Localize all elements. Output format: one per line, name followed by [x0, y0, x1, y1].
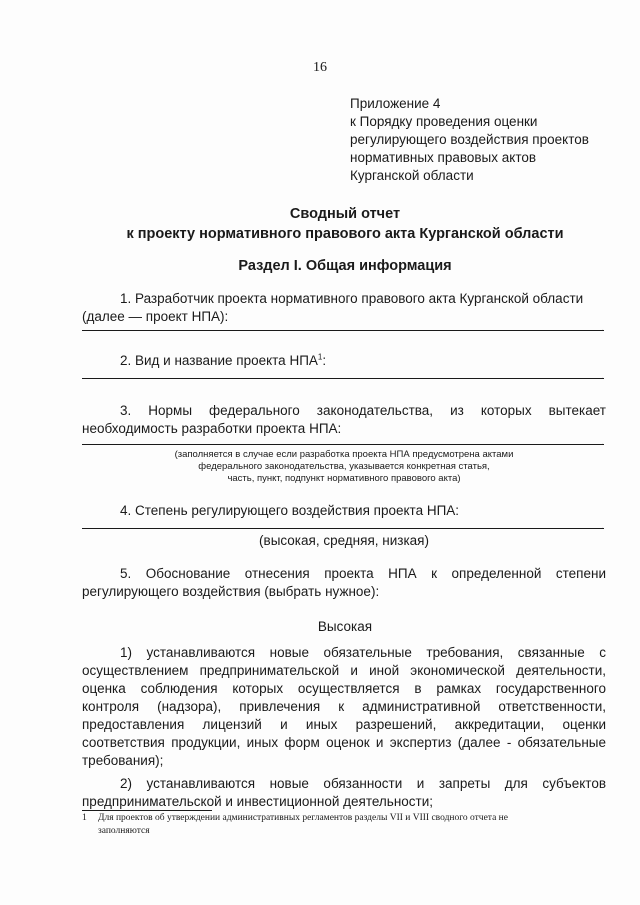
high-p2-last-line: предпринимательской и инвестиционной деятельности;: [82, 794, 434, 809]
item-3-line-1: 3. Нормы федерального законодательства, из которых вытекает: [120, 403, 606, 418]
item-3-line-2: необходимость разработки проекта НПА:: [82, 421, 342, 436]
item-3-note-line: (заполняется в случае если разработка проекта НПА предусмотрена актами: [174, 449, 514, 460]
appendix-line: Курганской области: [350, 168, 474, 183]
item-4-fill-line[interactable]: .: [82, 528, 604, 529]
report-subtitle: к проекту нормативного правового акта Курганской области: [126, 226, 564, 242]
footnote-line: заполняются: [98, 826, 150, 836]
appendix-line: Приложение 4: [350, 96, 441, 111]
item-1-fill-line[interactable]: .: [82, 330, 604, 331]
report-title: Сводный отчет: [289, 206, 401, 222]
item-1-line-2: (далее — проект НПА):: [82, 309, 229, 324]
appendix-line: нормативных правовых актов: [350, 150, 537, 165]
footnote-mark: 1: [82, 813, 87, 823]
high-p1-line: 1) устанавливаются новые обязательные требования, связанные с: [120, 645, 606, 660]
item-3-note-line: федерального законодательства, указывается конкретная статья,: [198, 461, 490, 472]
high-p1-line: контроля (надзора), привлечения к административной ответственности,: [82, 699, 606, 714]
footnote-ref: 1: [317, 352, 323, 362]
high-p1-last-line: требования);: [82, 753, 164, 768]
high-p1-line: осуществлением предпринимательской и иной экономической деятельности,: [82, 663, 606, 678]
item-4-text: 4. Степень регулирующего воздействия проекта НПА:: [120, 503, 460, 518]
footnote-line: Для проектов об утверждении административных регламентов разделы VII и VIII сводного отчета не: [98, 813, 508, 823]
footnote: [82, 812, 606, 838]
item-3-note-line: часть, пункт, подпункт нормативного правового акта): [227, 473, 461, 484]
appendix-line: к Порядку проведения оценки: [350, 114, 538, 129]
item-2-fill-line[interactable]: .: [82, 378, 604, 379]
high-p1-line: предоставления лицензий и иных разрешений, аккредитации, оценки: [82, 717, 606, 732]
item-5-line-1: 5. Обоснование отнесения проекта НПА к определенной степени: [120, 566, 606, 581]
item-2-text: [82, 352, 606, 370]
item-5-line-2: регулирующего воздействия (выбрать нужное):: [82, 584, 380, 599]
high-p1-line: соответствия продукции, иных форм оценок и экспертиз (далее - обязательные: [82, 735, 606, 750]
item-3-fill-line[interactable]: .: [82, 444, 604, 445]
footnote-divider: [82, 810, 212, 811]
high-p2-line: 2) устанавливаются новые обязанности и запреты для субъектов: [120, 776, 606, 791]
section-heading: Раздел I. Общая информация: [238, 258, 452, 274]
appendix-block: [350, 95, 630, 185]
item-1-line-1: 1. Разработчик проекта нормативного правового акта Курганской области: [120, 291, 584, 306]
high-p1-line: оценка соблюдения которых осуществляется в рамках государственного: [82, 681, 606, 696]
item-4-note: (высокая, средняя, низкая): [259, 533, 429, 548]
high-heading: Высокая: [317, 619, 373, 634]
appendix-line: регулирующего воздействия проектов: [350, 132, 589, 147]
item-2-colon: :: [322, 353, 327, 368]
item-2-label: 2. Вид и название проекта НПА: [120, 353, 318, 368]
page-number: 16: [313, 60, 327, 75]
